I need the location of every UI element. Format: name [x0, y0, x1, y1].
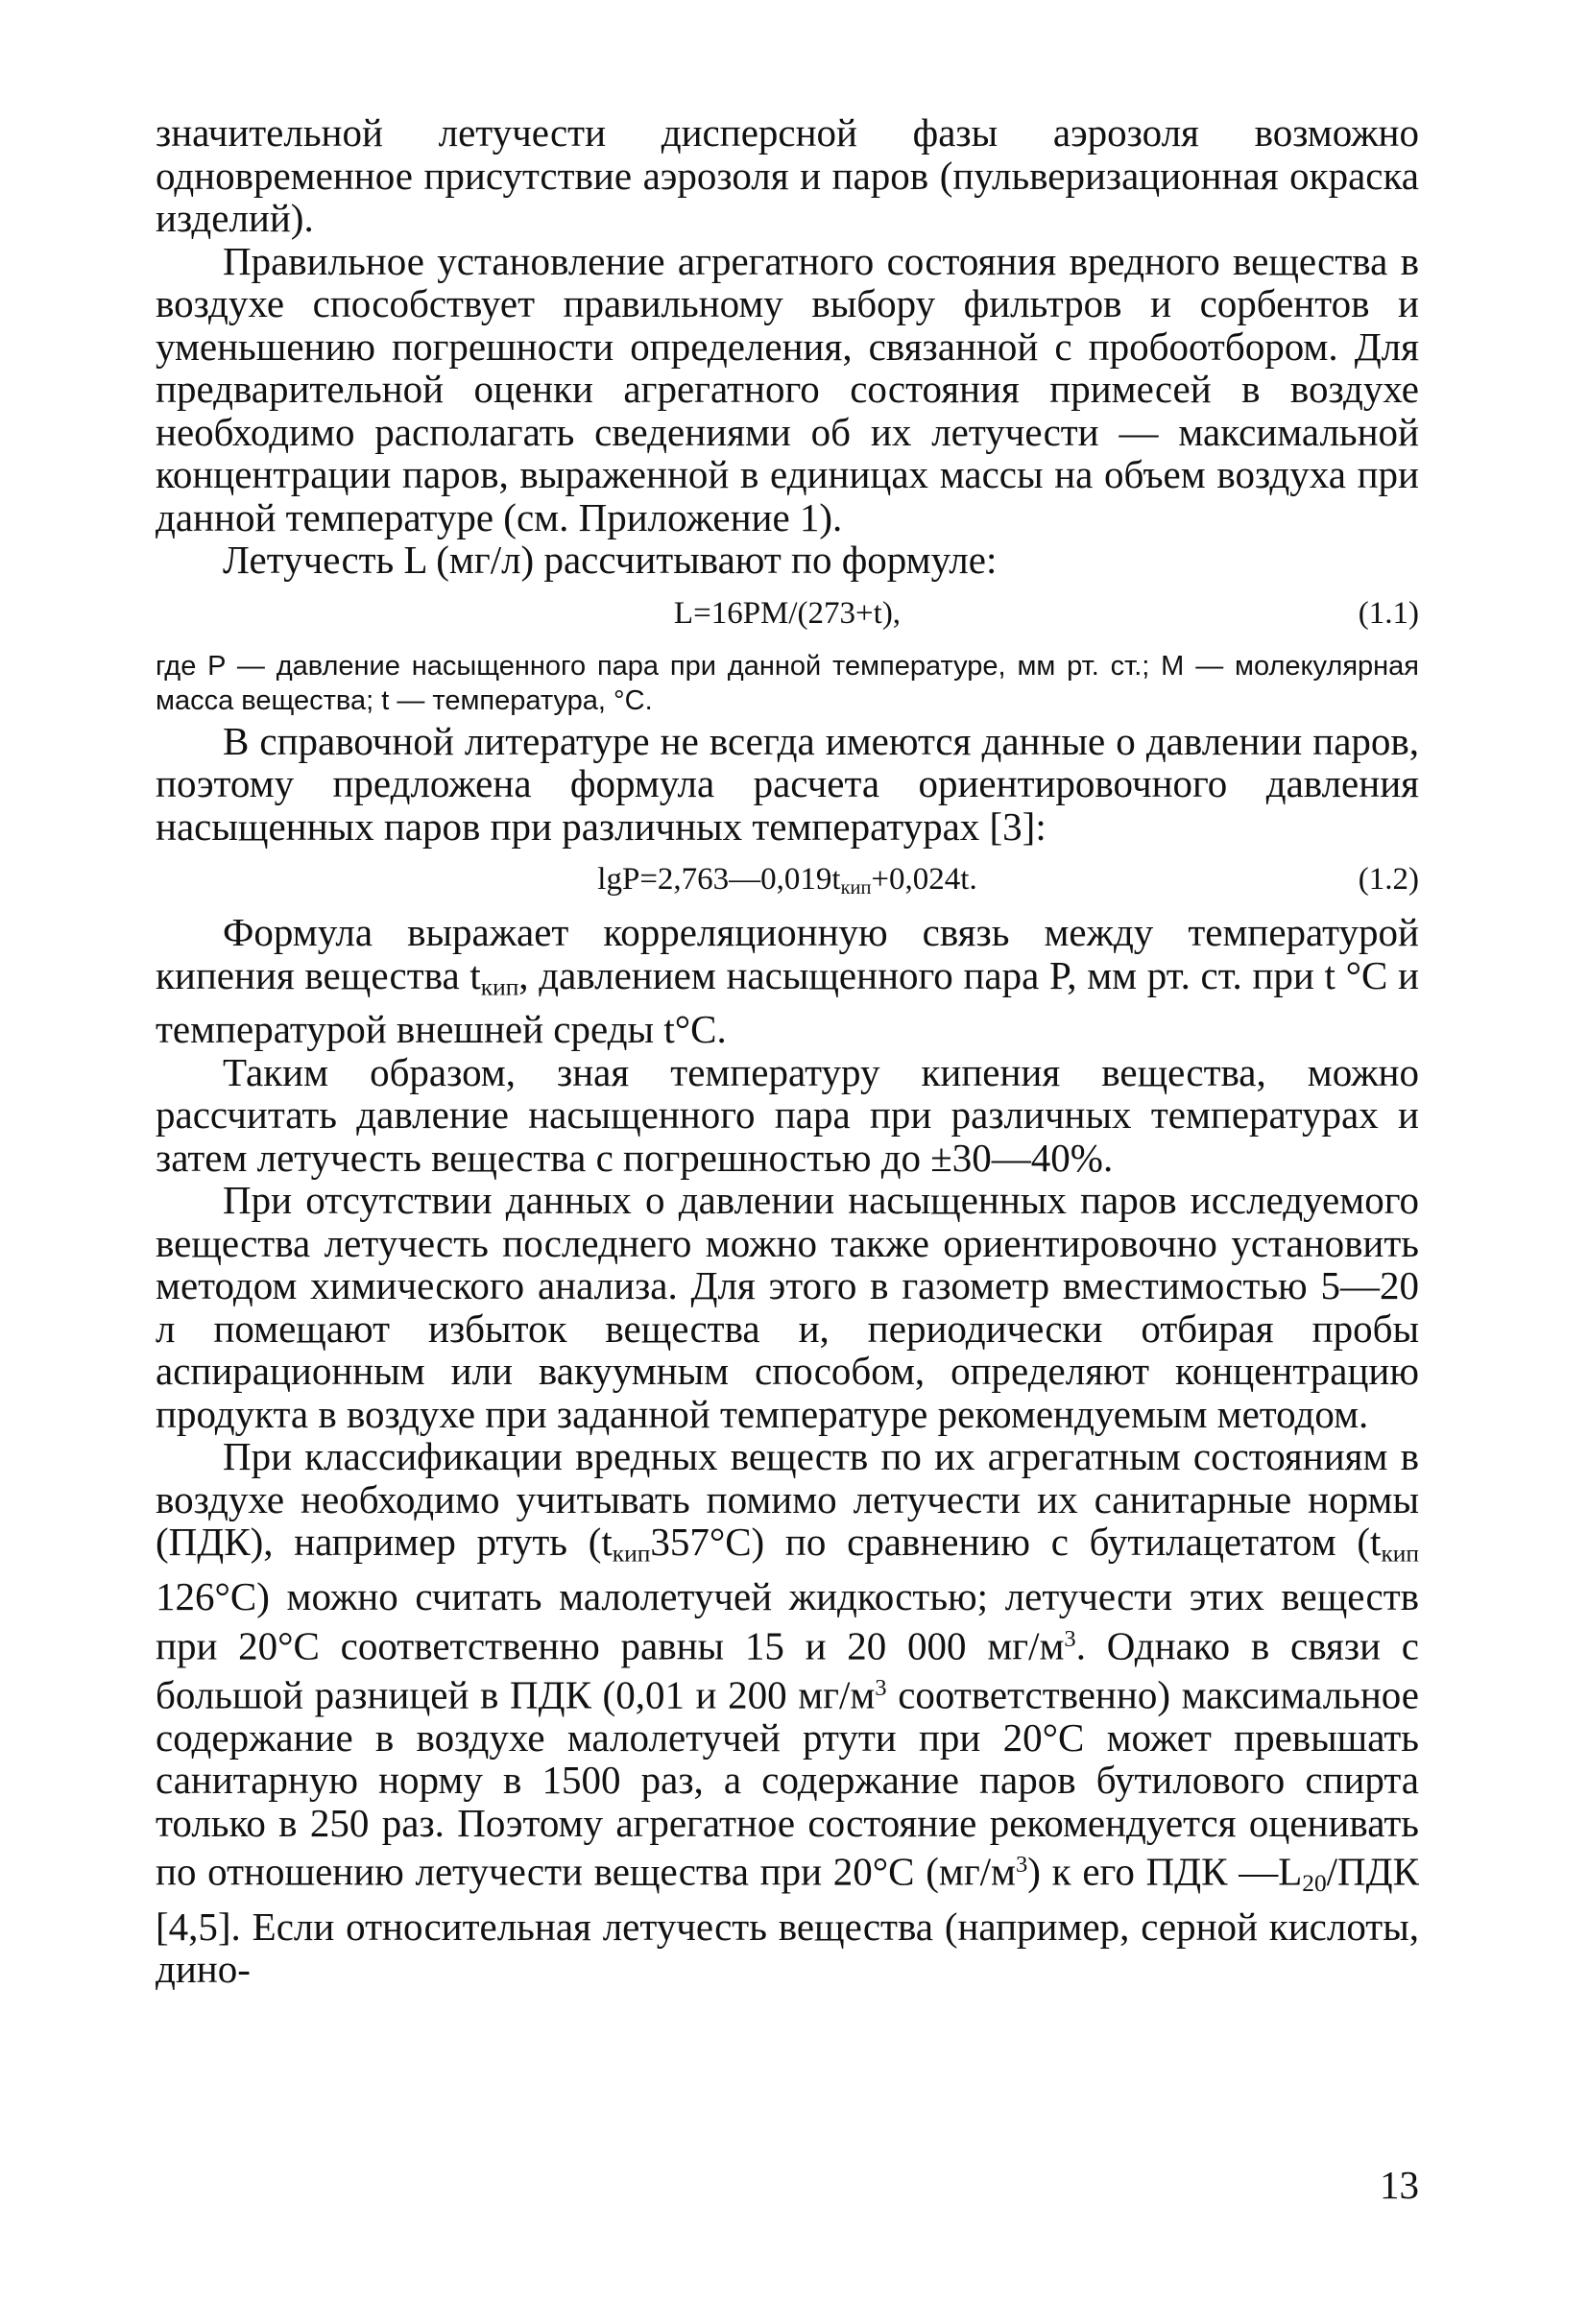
paragraph-5: [156, 911, 1419, 1051]
paragraph-2: Правильное установление агрегатного состояния вредного вещества в воздухе способствует правильному выбору фильтров и сорбентов и уменьшению погрешности определения, связанной с пробоотбором. Для предварительной оценки агрегатного состояния примесей в воздухе необходимо располагать сведениями об их летучести — максимальной концентрации паров, выраженной в единицах массы на объем воздуха при данной температуре (см. Приложение 1).: [156, 238, 1419, 539]
formula-1-2-subscript: кип: [840, 877, 872, 899]
formula-note: где P — давление насыщенного пара при данной температуре, мм рт. ст.; M — молекулярная масса вещества; t — температура, °С.: [156, 650, 1419, 716]
paragraph-8-superscript-2: 3: [875, 1674, 887, 1701]
formula-1-1-number: (1.1): [1358, 595, 1419, 631]
paragraph-8-part-f: ) к его ПДК —L: [1027, 1849, 1303, 1894]
paragraph-8-part-b: 357°С) по сравнению с бутилацетатом (t: [650, 1520, 1382, 1565]
formula-1-2-number: (1.2): [1358, 862, 1419, 897]
paragraph-6: Таким образом, зная температуру кипения вещества, можно рассчитать давление насыщенного пара при различных температурах и затем летучесть вещества с погрешностью до ±30—40%.: [156, 1049, 1419, 1180]
paragraph-5-part-b: , давлением насыщенного пара P, мм рт. ст. при t °С и температурой внешней среды t°С.: [156, 952, 1419, 1052]
formula-1-2-part-a: lgP=2,763—0,019t: [597, 862, 841, 897]
paragraph-8-part-a: При классификации вредных веществ по их агрегатным состояниям в воздухе необходимо учитывать помимо летучести их санитарные нормы (ПДК), например ртуть (t: [156, 1434, 1419, 1565]
paragraph-1: значительной летучести дисперсной фазы аэрозоля возможно одновременное присутствие аэрозоля и паров (пульверизационная окраска изделий).: [156, 110, 1419, 240]
page-number: 13: [1380, 2163, 1419, 2207]
paragraph-8-part-c: 126°С) можно считать малолетучей жидкостью; летучести этих веществ при 20°С соответственно равны 15 и 20 000 мг/м: [156, 1574, 1419, 1668]
paragraph-8-subscript-2: кип: [1381, 1540, 1419, 1568]
paragraph-7: При отсутствии данных о давлении насыщенных паров исследуемого вещества летучесть последнего можно также ориентировочно установить методом химического анализа. Для этого в газометр вместимостью 5—20 л помещают избыток вещества и, периодически отбирая пробы аспирационным или вакуумным способом, определяют концентрацию продукта в воздухе при заданной температуре рекомендуемым методом.: [156, 1178, 1419, 1436]
paragraph-8-part-d: . Однако в связи с большой разницей в ПДК (0,01 и 200 мг/м: [156, 1623, 1419, 1717]
paragraph-3: Летучесть L (мг/л) рассчитывают по формуле:: [223, 538, 998, 582]
paragraph-8-superscript-1: 3: [1064, 1625, 1076, 1652]
formula-1-2: [156, 848, 1419, 911]
page-text: [156, 111, 1419, 1991]
paragraph-8-subscript-1: кип: [612, 1540, 651, 1568]
paragraph-4: В справочной литературе не всегда имеются данные о давлении паров, поэтому предложена формула расчета ориентировочного давления насыщенных паров при различных температурах [3]:: [156, 718, 1419, 849]
paragraph-8-part-e: соответственно) максимальное содержание в воздухе малолетучей ртути при 20°С может превышать санитарную норму в 1500 раз, а содержание паров бутилового спирта только в 250 раз. Поэтому агрегатное состояние рекомендуется оценивать по отношению летучести вещества при 20°С (мг/м: [156, 1672, 1419, 1894]
paragraph-8-superscript-3: 3: [1015, 1852, 1028, 1879]
paragraph-8-subscript-3: 20: [1302, 1870, 1327, 1898]
formula-1-1: [156, 582, 1419, 645]
paragraph-5-subscript: кип: [480, 972, 519, 1000]
formula-1-1-text: L=16PM/(273+t),: [673, 595, 902, 631]
formula-1-2-text: [597, 862, 976, 897]
paragraph-5-part-a: Формула выражает корреляционную связь между температурой кипения вещества t: [156, 910, 1419, 997]
formula-1-2-part-b: +0,024t.: [871, 862, 977, 897]
paragraph-8-part-g: /ПДК [4,5]. Если относительная летучесть вещества (например, серной кислоты, дино-: [156, 1849, 1419, 1992]
paragraph-8: [156, 1435, 1419, 1990]
